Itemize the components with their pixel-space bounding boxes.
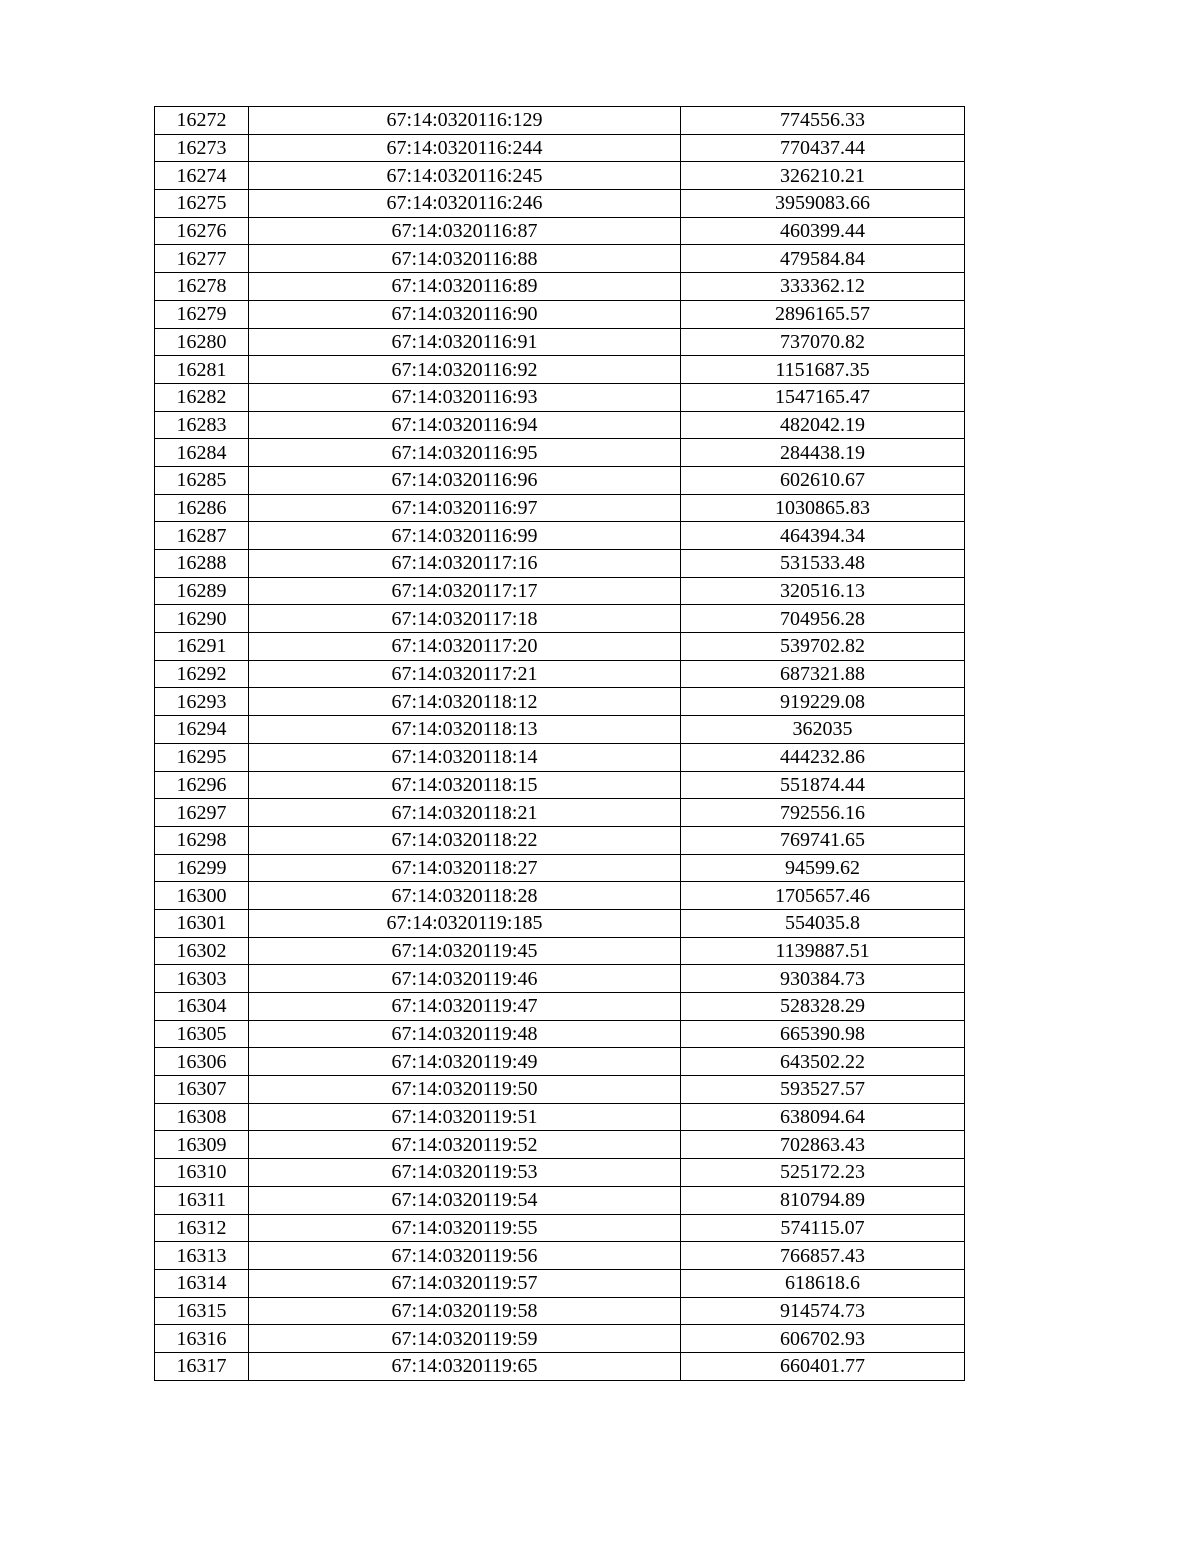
value-cell: 464394.34 [681, 522, 965, 550]
cadastral-number-cell: 67:14:0320119:53 [249, 1159, 681, 1187]
table-row [155, 1214, 965, 1242]
value-cell: 618618.6 [681, 1269, 965, 1297]
table-row [155, 1020, 965, 1048]
cadastral-number-cell: 67:14:0320116:244 [249, 134, 681, 162]
table-row [155, 245, 965, 273]
value-cell: 606702.93 [681, 1325, 965, 1353]
cadastral-number-cell: 67:14:0320119:185 [249, 909, 681, 937]
row-number-cell: 16303 [155, 965, 249, 993]
cadastral-number-cell: 67:14:0320116:97 [249, 494, 681, 522]
row-number-cell: 16298 [155, 826, 249, 854]
table-row [155, 162, 965, 190]
cadastral-number-cell: 67:14:0320119:47 [249, 993, 681, 1021]
cadastral-number-cell: 67:14:0320118:14 [249, 743, 681, 771]
cadastral-number-cell: 67:14:0320118:12 [249, 688, 681, 716]
value-cell: 1139887.51 [681, 937, 965, 965]
cadastral-number-cell: 67:14:0320116:89 [249, 273, 681, 301]
table-row [155, 716, 965, 744]
table-row [155, 356, 965, 384]
row-number-cell: 16282 [155, 383, 249, 411]
row-number-cell: 16301 [155, 909, 249, 937]
row-number-cell: 16281 [155, 356, 249, 384]
cadastral-number-cell: 67:14:0320119:65 [249, 1352, 681, 1380]
value-cell: 704956.28 [681, 605, 965, 633]
value-cell: 1151687.35 [681, 356, 965, 384]
table-row [155, 993, 965, 1021]
value-cell: 333362.12 [681, 273, 965, 301]
value-cell: 2896165.57 [681, 300, 965, 328]
row-number-cell: 16287 [155, 522, 249, 550]
row-number-cell: 16309 [155, 1131, 249, 1159]
cadastral-number-cell: 67:14:0320119:57 [249, 1269, 681, 1297]
row-number-cell: 16294 [155, 716, 249, 744]
cadastral-number-cell: 67:14:0320116:87 [249, 217, 681, 245]
cadastral-number-cell: 67:14:0320116:246 [249, 190, 681, 218]
cadastral-number-cell: 67:14:0320116:245 [249, 162, 681, 190]
value-cell: 774556.33 [681, 107, 965, 135]
row-number-cell: 16308 [155, 1103, 249, 1131]
value-cell: 702863.43 [681, 1131, 965, 1159]
value-cell: 284438.19 [681, 439, 965, 467]
value-cell: 665390.98 [681, 1020, 965, 1048]
row-number-cell: 16276 [155, 217, 249, 245]
value-cell: 362035 [681, 716, 965, 744]
table-row [155, 494, 965, 522]
row-number-cell: 16290 [155, 605, 249, 633]
table-row [155, 1242, 965, 1270]
table-row [155, 605, 965, 633]
row-number-cell: 16314 [155, 1269, 249, 1297]
table-row [155, 771, 965, 799]
table-row [155, 743, 965, 771]
value-cell: 1547165.47 [681, 383, 965, 411]
value-cell: 482042.19 [681, 411, 965, 439]
cadastral-number-cell: 67:14:0320119:45 [249, 937, 681, 965]
value-cell: 914574.73 [681, 1297, 965, 1325]
value-cell: 687321.88 [681, 660, 965, 688]
table-row [155, 522, 965, 550]
cadastral-number-cell: 67:14:0320119:49 [249, 1048, 681, 1076]
table-row [155, 1159, 965, 1187]
row-number-cell: 16273 [155, 134, 249, 162]
cadastral-number-cell: 67:14:0320118:21 [249, 799, 681, 827]
table-row [155, 1131, 965, 1159]
value-cell: 528328.29 [681, 993, 965, 1021]
cadastral-number-cell: 67:14:0320117:20 [249, 633, 681, 661]
table-row [155, 909, 965, 937]
table-row [155, 577, 965, 605]
row-number-cell: 16272 [155, 107, 249, 135]
table-row [155, 1269, 965, 1297]
table-row [155, 1325, 965, 1353]
row-number-cell: 16295 [155, 743, 249, 771]
cadastral-number-cell: 67:14:0320119:50 [249, 1076, 681, 1104]
value-cell: 930384.73 [681, 965, 965, 993]
row-number-cell: 16311 [155, 1186, 249, 1214]
cadastral-number-cell: 67:14:0320116:93 [249, 383, 681, 411]
table-row [155, 411, 965, 439]
row-number-cell: 16291 [155, 633, 249, 661]
value-cell: 554035.8 [681, 909, 965, 937]
row-number-cell: 16274 [155, 162, 249, 190]
row-number-cell: 16313 [155, 1242, 249, 1270]
value-cell: 638094.64 [681, 1103, 965, 1131]
cadastral-number-cell: 67:14:0320117:16 [249, 550, 681, 578]
table-row [155, 328, 965, 356]
cadastral-number-cell: 67:14:0320117:21 [249, 660, 681, 688]
table-row [155, 937, 965, 965]
row-number-cell: 16317 [155, 1352, 249, 1380]
value-cell: 919229.08 [681, 688, 965, 716]
row-number-cell: 16305 [155, 1020, 249, 1048]
cadastral-number-cell: 67:14:0320116:95 [249, 439, 681, 467]
table-row [155, 1103, 965, 1131]
value-cell: 810794.89 [681, 1186, 965, 1214]
value-cell: 643502.22 [681, 1048, 965, 1076]
cadastral-number-cell: 67:14:0320116:99 [249, 522, 681, 550]
table-row [155, 1297, 965, 1325]
row-number-cell: 16280 [155, 328, 249, 356]
row-number-cell: 16278 [155, 273, 249, 301]
table-row [155, 1186, 965, 1214]
row-number-cell: 16288 [155, 550, 249, 578]
cadastral-number-cell: 67:14:0320119:56 [249, 1242, 681, 1270]
value-cell: 525172.23 [681, 1159, 965, 1187]
table-row [155, 383, 965, 411]
cadastral-number-cell: 67:14:0320116:129 [249, 107, 681, 135]
value-cell: 602610.67 [681, 466, 965, 494]
row-number-cell: 16285 [155, 466, 249, 494]
table-row [155, 1076, 965, 1104]
table-row [155, 466, 965, 494]
value-cell: 479584.84 [681, 245, 965, 273]
table-row [155, 826, 965, 854]
cadastral-value-table [154, 106, 965, 1381]
cadastral-number-cell: 67:14:0320118:22 [249, 826, 681, 854]
table-row [155, 633, 965, 661]
row-number-cell: 16312 [155, 1214, 249, 1242]
row-number-cell: 16283 [155, 411, 249, 439]
cadastral-number-cell: 67:14:0320119:46 [249, 965, 681, 993]
value-cell: 551874.44 [681, 771, 965, 799]
value-cell: 531533.48 [681, 550, 965, 578]
table-row [155, 134, 965, 162]
value-cell: 1030865.83 [681, 494, 965, 522]
cadastral-number-cell: 67:14:0320118:13 [249, 716, 681, 744]
table-body [155, 107, 965, 1381]
cadastral-number-cell: 67:14:0320116:94 [249, 411, 681, 439]
table-row [155, 439, 965, 467]
cadastral-number-cell: 67:14:0320116:91 [249, 328, 681, 356]
value-cell: 1705657.46 [681, 882, 965, 910]
row-number-cell: 16279 [155, 300, 249, 328]
table-row [155, 660, 965, 688]
row-number-cell: 16306 [155, 1048, 249, 1076]
value-cell: 770437.44 [681, 134, 965, 162]
value-cell: 539702.82 [681, 633, 965, 661]
cadastral-number-cell: 67:14:0320119:54 [249, 1186, 681, 1214]
cadastral-number-cell: 67:14:0320119:52 [249, 1131, 681, 1159]
row-number-cell: 16284 [155, 439, 249, 467]
cadastral-number-cell: 67:14:0320116:92 [249, 356, 681, 384]
row-number-cell: 16277 [155, 245, 249, 273]
table-row [155, 882, 965, 910]
table-row [155, 1352, 965, 1380]
table-row [155, 799, 965, 827]
table-row [155, 217, 965, 245]
cadastral-number-cell: 67:14:0320116:96 [249, 466, 681, 494]
value-cell: 574115.07 [681, 1214, 965, 1242]
value-cell: 737070.82 [681, 328, 965, 356]
value-cell: 769741.65 [681, 826, 965, 854]
row-number-cell: 16304 [155, 993, 249, 1021]
table-row [155, 190, 965, 218]
row-number-cell: 16310 [155, 1159, 249, 1187]
row-number-cell: 16286 [155, 494, 249, 522]
row-number-cell: 16307 [155, 1076, 249, 1104]
row-number-cell: 16275 [155, 190, 249, 218]
value-cell: 3959083.66 [681, 190, 965, 218]
value-cell: 792556.16 [681, 799, 965, 827]
table-row [155, 550, 965, 578]
table-row [155, 273, 965, 301]
cadastral-number-cell: 67:14:0320119:55 [249, 1214, 681, 1242]
value-cell: 326210.21 [681, 162, 965, 190]
row-number-cell: 16289 [155, 577, 249, 605]
row-number-cell: 16293 [155, 688, 249, 716]
value-cell: 766857.43 [681, 1242, 965, 1270]
value-cell: 660401.77 [681, 1352, 965, 1380]
table-row [155, 688, 965, 716]
table-row [155, 1048, 965, 1076]
cadastral-number-cell: 67:14:0320117:17 [249, 577, 681, 605]
table-row [155, 965, 965, 993]
cadastral-number-cell: 67:14:0320119:59 [249, 1325, 681, 1353]
row-number-cell: 16302 [155, 937, 249, 965]
value-cell: 593527.57 [681, 1076, 965, 1104]
value-cell: 444232.86 [681, 743, 965, 771]
value-cell: 320516.13 [681, 577, 965, 605]
row-number-cell: 16296 [155, 771, 249, 799]
cadastral-number-cell: 67:14:0320116:90 [249, 300, 681, 328]
cadastral-number-cell: 67:14:0320117:18 [249, 605, 681, 633]
value-cell: 460399.44 [681, 217, 965, 245]
cadastral-number-cell: 67:14:0320119:51 [249, 1103, 681, 1131]
cadastral-number-cell: 67:14:0320118:28 [249, 882, 681, 910]
table-row [155, 107, 965, 135]
row-number-cell: 16297 [155, 799, 249, 827]
cadastral-number-cell: 67:14:0320118:15 [249, 771, 681, 799]
row-number-cell: 16316 [155, 1325, 249, 1353]
value-cell: 94599.62 [681, 854, 965, 882]
cadastral-number-cell: 67:14:0320116:88 [249, 245, 681, 273]
cadastral-number-cell: 67:14:0320118:27 [249, 854, 681, 882]
row-number-cell: 16300 [155, 882, 249, 910]
row-number-cell: 16299 [155, 854, 249, 882]
table-row [155, 854, 965, 882]
table-row [155, 300, 965, 328]
cadastral-number-cell: 67:14:0320119:58 [249, 1297, 681, 1325]
row-number-cell: 16292 [155, 660, 249, 688]
row-number-cell: 16315 [155, 1297, 249, 1325]
cadastral-number-cell: 67:14:0320119:48 [249, 1020, 681, 1048]
